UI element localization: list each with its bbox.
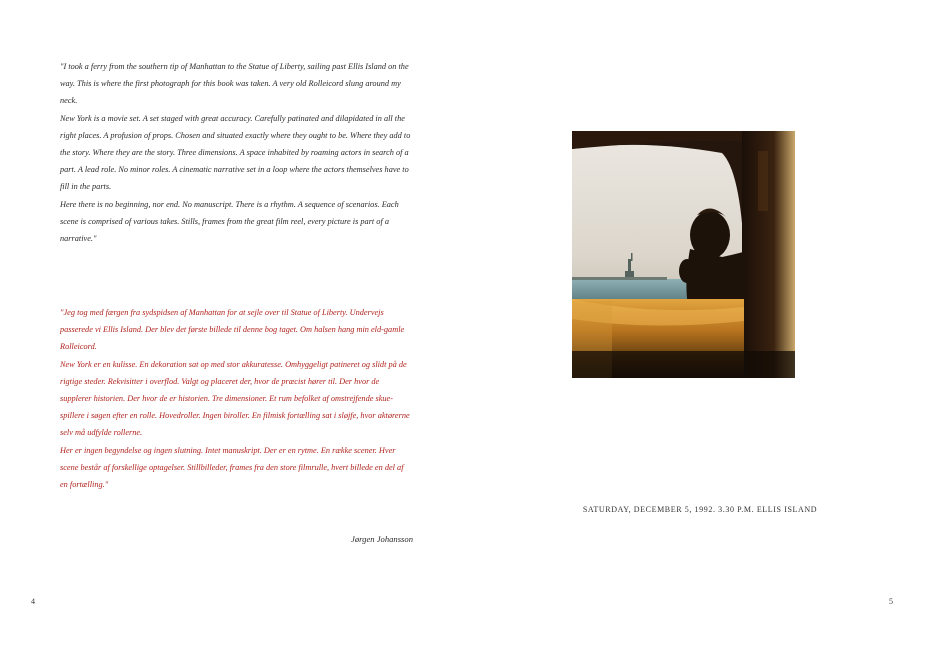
page-number-right: 5 bbox=[889, 597, 893, 606]
english-paragraph: Here there is no beginning, nor end. No manuscript. There is a rhythm. A sequence of scenarios. Each scene is comprised of various takes. Stills, frames from the great film reel, every picture is part of a narrative." bbox=[60, 199, 399, 244]
page-number-left: 4 bbox=[31, 597, 35, 606]
english-paragraph: "I took a ferry from the southern tip of Manhattan to the Statue of Liberty, sailing past Ellis Island on the way. This is where the first photograph for this book was taken. A very old Rolleicord slung around my neck. bbox=[60, 62, 409, 106]
ferry-window-silhouette-photo-icon bbox=[572, 131, 795, 378]
english-text-block bbox=[60, 58, 412, 247]
danish-text-block bbox=[60, 304, 412, 493]
danish-paragraph: Her er ingen begyndelse og ingen slutning. Intet manuskript. Der er en rytme. En række scener. Hver scene består af forskellige optagelser. Stillbilleder, frames fra den store filmrulle, hvert billede en del af en fortælling." bbox=[60, 445, 404, 490]
english-paragraph: New York is a movie set. A set staged with great accuracy. Carefully patinated and dilapidated in all the right places. A profusion of props. Chosen and situated exactly where they ought to be. Where they add to the story. Where they are the story. Three dimensions. A space inhabited by roaming actors in search of a part. A lead role. No minor roles. A cinematic narrative set in a loop where the actors themselves have to fill in the parts. bbox=[60, 113, 411, 192]
right-page bbox=[465, 0, 930, 649]
danish-paragraph: New York er en kulisse. En dekoration sat op med stor akkuratesse. Omhyggeligt patineret og slidt på de rigtige steder. Rekvisitter i overflod. Valgt og placeret der, hvor de præcist hører til. Der hvor de supplerer historien. Der hvor de er historien. Tre dimensioner. Et rum befolket af omstrejfende skue-spillere i søgen efter en rolle. Hovedroller. Ingen biroller. En filmisk fortælling sat i sløjfe, hvor aktørerne selv må udfylde rollerne. bbox=[60, 359, 410, 438]
photo-caption: SATURDAY, DECEMBER 5, 1992. 3.30 P.M. ELLIS ISLAND bbox=[582, 505, 818, 514]
author-signature: Jørgen Johansson bbox=[351, 534, 413, 544]
ferry-window-photo bbox=[572, 131, 795, 378]
danish-paragraph: "Jeg tog med færgen fra sydspidsen af Manhattan for at sejle over til Statue of Liberty. Undervejs passerede vi Ellis Island. Der blev det første billede til denne bog taget. Om halsen hang min eld-gamle Rolleicord. bbox=[60, 308, 405, 352]
